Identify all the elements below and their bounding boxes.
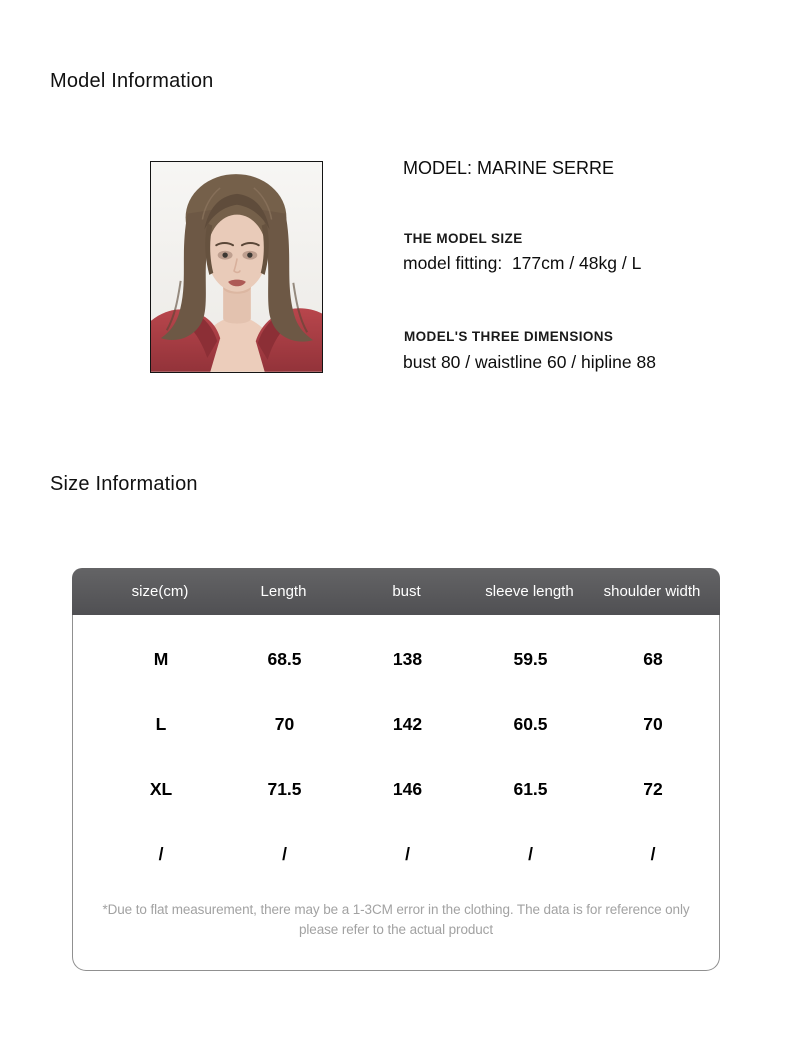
cell-sleeve-length: 61.5 — [513, 779, 548, 799]
header-cell-length: Length — [260, 583, 307, 600]
cell-length: 71.5 — [267, 779, 302, 799]
model-name: MODEL: MARINE SERRE — [403, 158, 615, 178]
size-information-title: Size Information — [50, 473, 198, 495]
table-row-l — [73, 692, 719, 757]
model-dimensions-label: MODEL'S THREE DIMENSIONS — [404, 329, 614, 344]
cell-bust: / — [405, 844, 410, 864]
size-note — [91, 900, 701, 970]
cell-bust: 138 — [392, 649, 423, 669]
model-information-title: Model Information — [50, 70, 214, 92]
cell-shoulder-width: 70 — [643, 714, 663, 734]
header-cell-size: size(cm) — [131, 583, 189, 600]
cell-sleeve-length: 60.5 — [513, 714, 548, 734]
cell-length: 70 — [274, 714, 295, 734]
table-row-empty — [73, 822, 719, 887]
size-table — [72, 568, 720, 971]
cell-shoulder-width: 68 — [643, 649, 663, 669]
model-photo-image — [151, 162, 322, 372]
table-row-m — [73, 627, 719, 692]
header-cell-sleeve-length: sleeve length — [485, 583, 574, 600]
size-table-header — [72, 568, 720, 615]
model-photo — [150, 161, 323, 373]
model-dimensions: bust 80 / waistline 60 / hipline 88 — [403, 352, 656, 372]
cell-length: / — [282, 844, 287, 864]
cell-shoulder-width: / — [650, 844, 656, 864]
cell-size: XL — [149, 779, 173, 799]
cell-sleeve-length: 59.5 — [513, 649, 548, 669]
size-note-line2: please refer to the actual product — [299, 922, 493, 937]
cell-size: L — [155, 714, 167, 734]
cell-bust: 142 — [392, 714, 423, 734]
model-size-label: THE MODEL SIZE — [404, 231, 523, 246]
cell-size: M — [153, 649, 169, 669]
cell-length: 68.5 — [267, 649, 302, 669]
cell-sleeve-length: / — [528, 844, 533, 864]
model-fitting: model fitting: 177cm / 48kg / L — [403, 253, 642, 273]
header-cell-bust: bust — [392, 583, 421, 600]
cell-bust: 146 — [392, 779, 423, 799]
table-row-xl — [73, 757, 719, 822]
cell-size: / — [158, 844, 164, 864]
cell-shoulder-width: 72 — [643, 779, 663, 799]
size-note-line1: *Due to flat measurement, there may be a 1-3CM error in the clothing. The data is for reference only — [102, 902, 690, 917]
header-cell-shoulder-width: shoulder width — [603, 583, 701, 600]
size-table-body — [72, 615, 720, 971]
